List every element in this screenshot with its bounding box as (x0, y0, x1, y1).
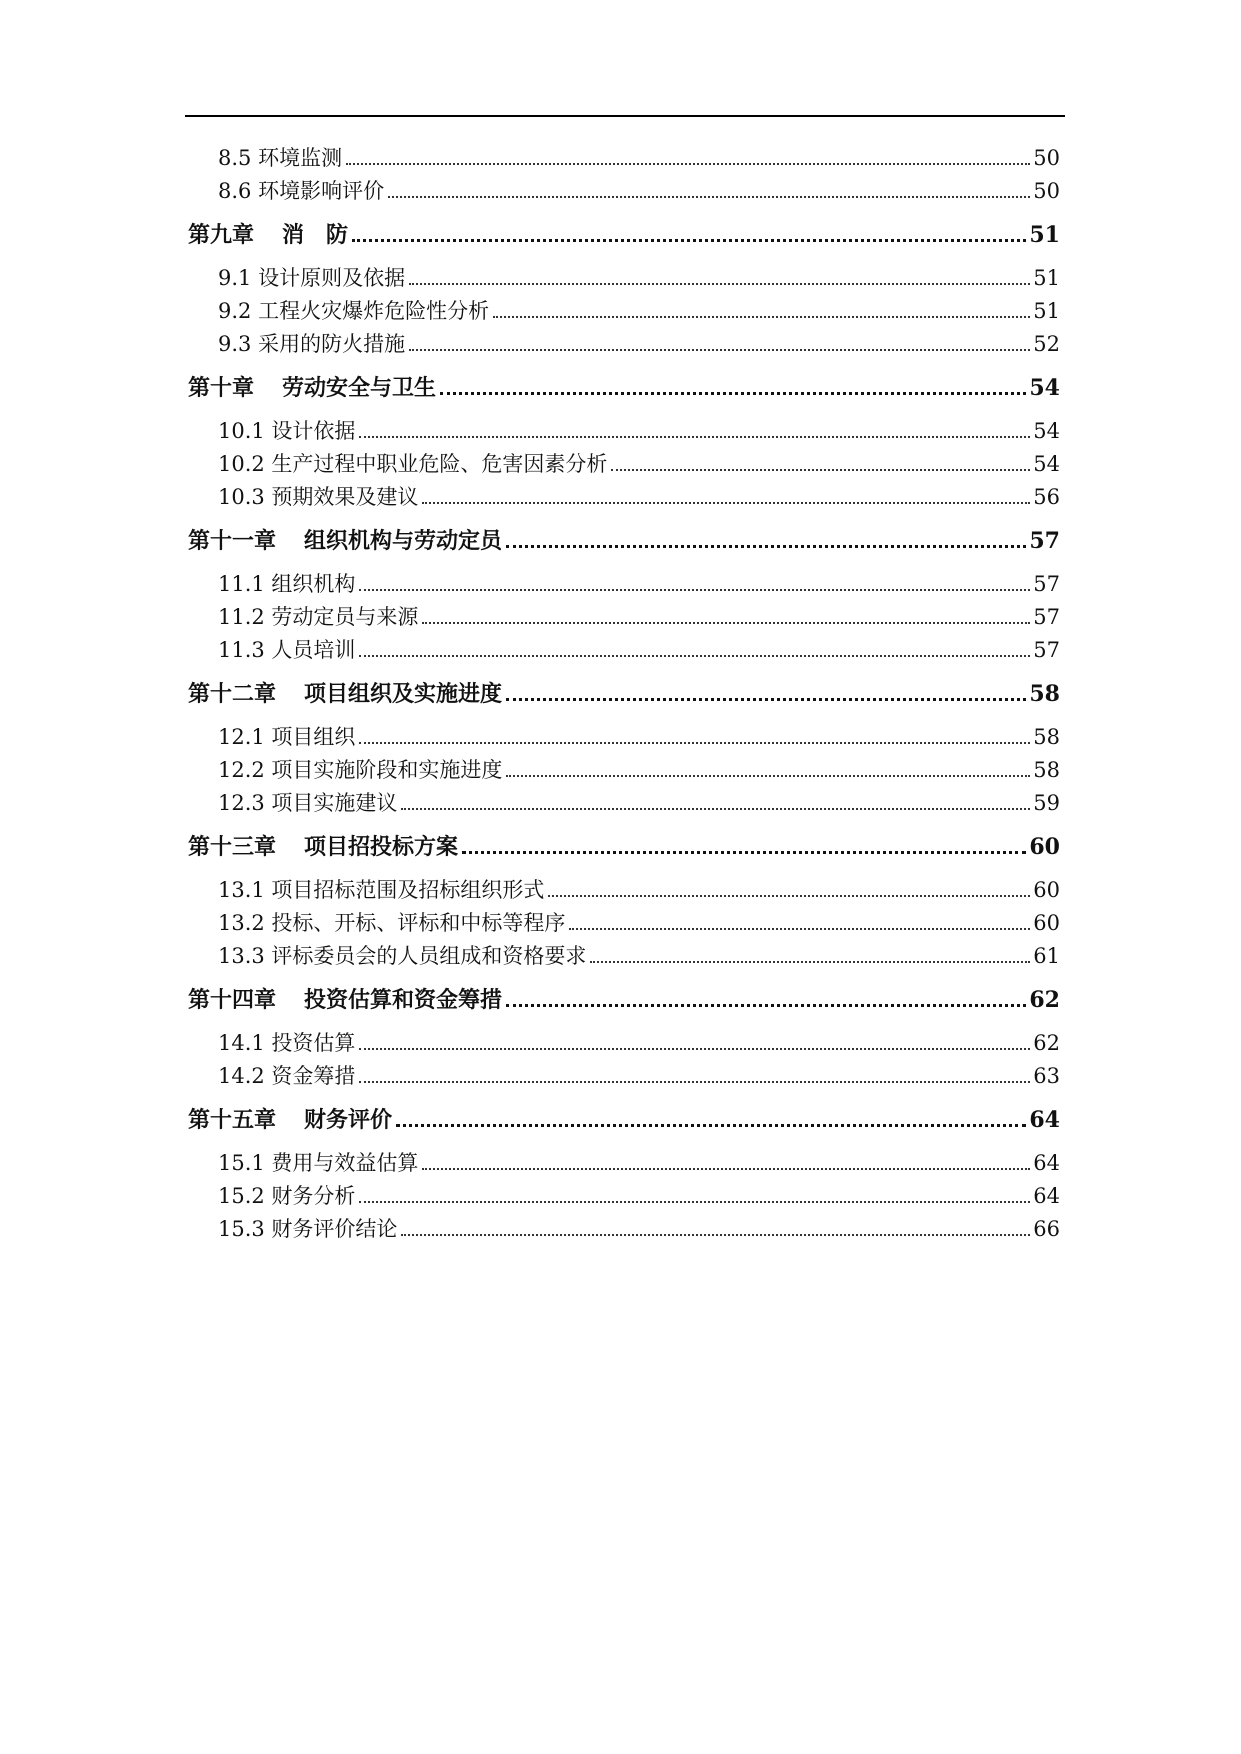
toc-page-number: 64 (1033, 1184, 1060, 1208)
toc-section-entry[interactable] (188, 1186, 1060, 1219)
toc-dot-leader (548, 895, 1030, 897)
toc-page-number: 50 (1033, 179, 1060, 203)
toc-chapter-entry[interactable] (188, 836, 1060, 870)
toc-chapter-name: 财务评价 (304, 1107, 393, 1133)
toc-chapter-name: 劳动安全与卫生 (282, 375, 437, 401)
toc-section-entry[interactable] (188, 607, 1060, 640)
toc-chapter-entry[interactable] (188, 377, 1060, 411)
toc-page-number: 57 (1033, 605, 1060, 629)
toc-chapter-number: 第十五章 (188, 1107, 277, 1133)
toc-chapter-title (188, 377, 440, 399)
toc-section-title: 9.3 采用的防火措施 (218, 332, 406, 356)
toc-section-entry[interactable] (188, 1219, 1060, 1252)
toc-dot-leader (396, 1124, 1026, 1127)
toc-page-number: 51 (1029, 222, 1060, 248)
toc-page-number: 51 (1033, 266, 1060, 290)
toc-chapter-entry[interactable] (188, 989, 1060, 1023)
toc-section-entry[interactable] (188, 574, 1060, 607)
toc-section-title: 9.1 设计原则及依据 (218, 266, 406, 290)
toc-section-entry[interactable] (188, 487, 1060, 520)
toc-chapter-title (188, 683, 506, 705)
toc-section-entry[interactable] (188, 421, 1060, 454)
toc-section-entry[interactable] (188, 301, 1060, 334)
toc-chapter-entry[interactable] (188, 1109, 1060, 1143)
toc-page-number: 50 (1033, 146, 1060, 170)
toc-section-entry[interactable] (188, 1066, 1060, 1099)
toc-page-number: 58 (1033, 725, 1060, 749)
toc-section-title: 12.3 项目实施建议 (218, 791, 398, 815)
toc-page-number: 58 (1029, 681, 1060, 707)
toc-section-title: 11.2 劳动定员与来源 (218, 605, 419, 629)
toc-page-number: 54 (1033, 419, 1060, 443)
toc-dot-leader (506, 698, 1026, 701)
toc-page-number: 52 (1033, 332, 1060, 356)
toc-dot-leader (401, 808, 1030, 810)
table-of-contents (188, 148, 1060, 1252)
toc-section-entry[interactable] (188, 760, 1060, 793)
toc-page-number: 60 (1033, 911, 1060, 935)
toc-dot-leader (422, 622, 1030, 624)
toc-chapter-title (188, 1109, 396, 1131)
toc-section-title: 8.5 环境监测 (218, 146, 343, 170)
toc-page-number: 56 (1033, 485, 1060, 509)
toc-chapter-entry[interactable] (188, 224, 1060, 258)
toc-dot-leader (359, 1081, 1030, 1083)
toc-dot-leader (462, 851, 1026, 854)
toc-chapter-number: 第十四章 (188, 987, 277, 1013)
toc-section-title: 15.2 财务分析 (218, 1184, 356, 1208)
toc-section-entry[interactable] (188, 268, 1060, 301)
toc-page-number: 54 (1029, 375, 1060, 401)
toc-dot-leader (359, 655, 1030, 657)
toc-chapter-number: 第十章 (188, 375, 255, 401)
toc-chapter-name: 投资估算和资金筹措 (304, 987, 503, 1013)
toc-section-entry[interactable] (188, 640, 1060, 673)
toc-dot-leader (359, 742, 1030, 744)
toc-page-number: 62 (1033, 1031, 1060, 1055)
toc-page-number: 62 (1029, 987, 1060, 1013)
toc-dot-leader (359, 1201, 1030, 1203)
toc-chapter-entry[interactable] (188, 530, 1060, 564)
toc-dot-leader (422, 1168, 1030, 1170)
toc-section-title: 14.2 资金筹措 (218, 1064, 356, 1088)
toc-section-title: 13.3 评标委员会的人员组成和资格要求 (218, 944, 587, 968)
toc-dot-leader (506, 775, 1030, 777)
toc-dot-leader (359, 589, 1030, 591)
toc-dot-leader (359, 1048, 1030, 1050)
toc-page-number: 54 (1033, 452, 1060, 476)
toc-dot-leader (409, 349, 1030, 351)
toc-page-number: 57 (1033, 638, 1060, 662)
toc-chapter-entry[interactable] (188, 683, 1060, 717)
toc-section-entry[interactable] (188, 454, 1060, 487)
toc-dot-leader (440, 392, 1026, 395)
toc-page-number: 59 (1033, 791, 1060, 815)
toc-section-title: 13.1 项目招标范围及招标组织形式 (218, 878, 545, 902)
toc-page-number: 57 (1029, 528, 1060, 554)
toc-section-entry[interactable] (188, 1033, 1060, 1066)
toc-section-title: 11.1 组织机构 (218, 572, 356, 596)
toc-dot-leader (422, 502, 1030, 504)
toc-page-number: 57 (1033, 572, 1060, 596)
toc-section-entry[interactable] (188, 913, 1060, 946)
toc-section-title: 9.2 工程火灾爆炸危险性分析 (218, 299, 490, 323)
toc-section-title: 12.1 项目组织 (218, 725, 356, 749)
toc-page-number: 51 (1033, 299, 1060, 323)
toc-section-title: 13.2 投标、开标、评标和中标等程序 (218, 911, 566, 935)
toc-chapter-number: 第十三章 (188, 834, 277, 860)
toc-chapter-name: 消 防 (282, 222, 349, 248)
toc-page-number: 63 (1033, 1064, 1060, 1088)
toc-section-entry[interactable] (188, 148, 1060, 181)
toc-page-number: 66 (1033, 1217, 1060, 1241)
toc-chapter-number: 第十一章 (188, 528, 277, 554)
toc-section-title: 15.1 费用与效益估算 (218, 1151, 419, 1175)
toc-section-entry[interactable] (188, 1153, 1060, 1186)
toc-dot-leader (493, 316, 1030, 318)
header-rule (185, 115, 1065, 117)
toc-section-title: 10.2 生产过程中职业危险、危害因素分析 (218, 452, 608, 476)
toc-chapter-title (188, 224, 352, 246)
toc-dot-leader (611, 469, 1030, 471)
toc-section-title: 15.3 财务评价结论 (218, 1217, 398, 1241)
toc-section-title: 11.3 人员培训 (218, 638, 356, 662)
toc-dot-leader (506, 545, 1026, 548)
toc-page-number: 60 (1029, 834, 1060, 860)
toc-dot-leader (359, 436, 1030, 438)
toc-chapter-name: 项目组织及实施进度 (304, 681, 503, 707)
toc-section-entry[interactable] (188, 793, 1060, 826)
toc-section-entry[interactable] (188, 727, 1060, 760)
toc-dot-leader (352, 239, 1026, 242)
toc-dot-leader (590, 961, 1030, 963)
toc-dot-leader (388, 196, 1030, 198)
toc-section-title: 10.3 预期效果及建议 (218, 485, 419, 509)
toc-section-entry[interactable] (188, 880, 1060, 913)
toc-chapter-name: 项目招投标方案 (304, 834, 459, 860)
toc-chapter-title (188, 989, 506, 1011)
toc-section-title: 14.1 投资估算 (218, 1031, 356, 1055)
toc-section-entry[interactable] (188, 181, 1060, 214)
toc-page-number: 61 (1033, 944, 1060, 968)
toc-section-entry[interactable] (188, 334, 1060, 367)
toc-dot-leader (401, 1234, 1030, 1236)
toc-chapter-number: 第十二章 (188, 681, 277, 707)
toc-page-number: 60 (1033, 878, 1060, 902)
toc-chapter-title (188, 836, 462, 858)
toc-dot-leader (569, 928, 1030, 930)
toc-chapter-name: 组织机构与劳动定员 (304, 528, 503, 554)
toc-dot-leader (409, 283, 1030, 285)
toc-page-number: 64 (1033, 1151, 1060, 1175)
toc-section-entry[interactable] (188, 946, 1060, 979)
toc-section-title: 10.1 设计依据 (218, 419, 356, 443)
toc-dot-leader (346, 163, 1030, 165)
toc-chapter-title (188, 530, 506, 552)
toc-page-number: 58 (1033, 758, 1060, 782)
toc-page-number: 64 (1029, 1107, 1060, 1133)
toc-section-title: 12.2 项目实施阶段和实施进度 (218, 758, 503, 782)
toc-dot-leader (506, 1004, 1026, 1007)
toc-chapter-number: 第九章 (188, 222, 255, 248)
toc-section-title: 8.6 环境影响评价 (218, 179, 385, 203)
